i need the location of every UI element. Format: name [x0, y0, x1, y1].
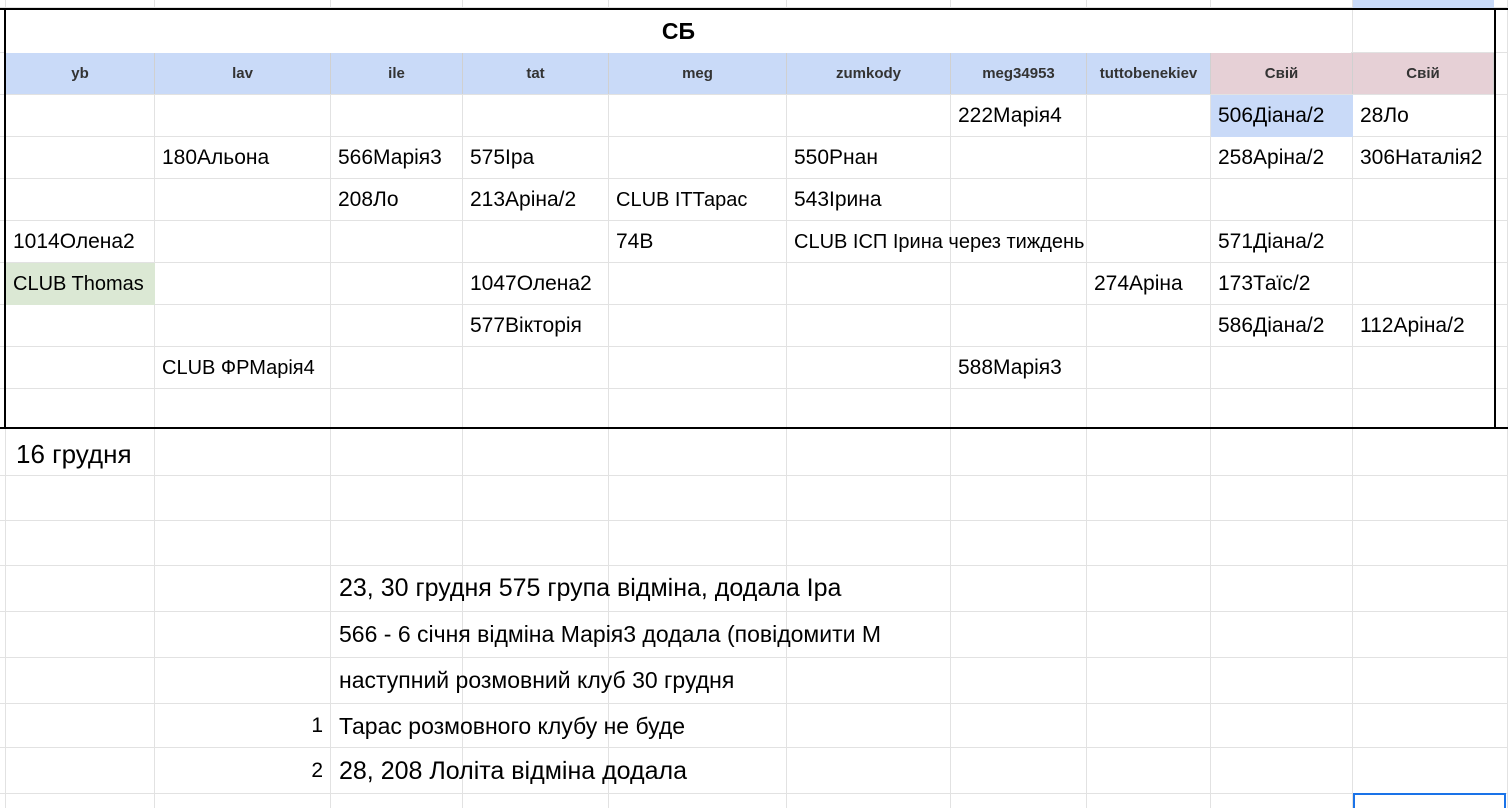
column-header[interactable]: meg34953	[951, 53, 1087, 94]
grid-cell[interactable]	[331, 347, 463, 389]
grid-cell[interactable]: 588Марія3	[958, 356, 1062, 379]
grid-cell[interactable]	[1353, 221, 1494, 263]
border-bottom	[0, 427, 1508, 429]
note-3[interactable]: наступний розмовний клуб 30 грудня	[339, 666, 735, 693]
border-left	[4, 8, 6, 429]
grid-cell[interactable]: 74В	[616, 230, 654, 253]
grid-cell[interactable]	[1211, 179, 1353, 221]
grid-cell[interactable]	[609, 347, 787, 389]
grid-cell[interactable]	[331, 263, 463, 305]
grid-cell[interactable]: 112Аріна/2	[1360, 314, 1465, 337]
column-header[interactable]: meg	[609, 53, 787, 94]
grid-cell[interactable]	[1087, 137, 1211, 179]
grid-cell[interactable]: CLUB ІСП Ірина через тиждень	[794, 230, 1085, 253]
grid-cell[interactable]: 571Діана/2	[1218, 230, 1325, 253]
column-header[interactable]: Свій	[1353, 53, 1494, 94]
grid-cell[interactable]	[1087, 221, 1211, 263]
grid-row-line	[0, 520, 1508, 521]
grid-cell[interactable]: 577Вікторія	[470, 314, 582, 337]
note-4[interactable]: Тарас розмовного клубу не буде	[339, 712, 686, 739]
grid-cell[interactable]	[951, 263, 1087, 305]
grid-cell[interactable]: 274Аріна	[1094, 272, 1183, 295]
grid-cell[interactable]	[6, 347, 155, 389]
grid-row-line	[0, 475, 1508, 476]
grid-cell[interactable]	[787, 263, 951, 305]
note-num-4[interactable]: 1	[311, 714, 323, 737]
grid-cell[interactable]	[609, 263, 787, 305]
grid-cell[interactable]: 1014Олена2	[13, 230, 135, 253]
grid-cell[interactable]	[155, 263, 331, 305]
active-cell-selection[interactable]	[1353, 793, 1506, 808]
grid-cell[interactable]: 586Діана/2	[1218, 314, 1325, 337]
column-header[interactable]: ile	[331, 53, 463, 94]
grid-cell[interactable]	[331, 305, 463, 347]
grid-cell[interactable]: 550Рнан	[794, 146, 878, 169]
grid-cell[interactable]	[1087, 179, 1211, 221]
grid-cell[interactable]	[6, 305, 155, 347]
grid-cell[interactable]	[463, 95, 609, 137]
border-right	[1494, 8, 1496, 429]
grid-cell[interactable]	[951, 305, 1087, 347]
grid-cell[interactable]: 575Іра	[470, 146, 535, 169]
grid-cell[interactable]	[463, 347, 609, 389]
grid-cell[interactable]	[155, 95, 331, 137]
border-top	[0, 8, 1508, 10]
grid-cell[interactable]	[6, 179, 155, 221]
grid-cell[interactable]	[155, 221, 331, 263]
note-num-3[interactable]	[156, 658, 331, 702]
grid-cell[interactable]: 180Альона	[162, 146, 270, 169]
column-header[interactable]: lav	[155, 53, 331, 94]
grid-cell[interactable]	[1211, 347, 1353, 389]
grid-cell[interactable]	[1353, 263, 1494, 305]
grid-cell[interactable]	[609, 95, 787, 137]
note-1[interactable]: 23, 30 грудня 575 група відміна, додала Іра	[339, 573, 842, 602]
column-header[interactable]: tat	[463, 53, 609, 94]
grid-cell[interactable]: 1047Олена2	[470, 272, 592, 295]
note-num-5[interactable]: 2	[311, 759, 323, 782]
grid-cell[interactable]	[951, 137, 1087, 179]
note-num-2[interactable]	[156, 612, 331, 656]
note-5[interactable]: 28, 208 Лоліта відміна додала	[339, 756, 688, 785]
grid-cell[interactable]	[155, 305, 331, 347]
column-header[interactable]: zumkody	[787, 53, 951, 94]
date-label[interactable]: 16 грудня	[16, 438, 132, 469]
grid-cell[interactable]	[787, 305, 951, 347]
column-header[interactable]: yb	[6, 53, 155, 94]
grid-cell[interactable]	[1087, 305, 1211, 347]
note-2[interactable]: 566 - 6 січня відміна Марія3 додала (повідомити М	[339, 620, 881, 647]
grid-cell[interactable]	[1087, 95, 1211, 137]
grid-cell[interactable]	[331, 221, 463, 263]
grid-cell[interactable]	[609, 305, 787, 347]
grid-cell[interactable]: CLUB ФРМарія4	[162, 356, 315, 379]
grid-cell[interactable]: CLUB ІТТарас	[616, 188, 748, 211]
grid-cell[interactable]	[463, 221, 609, 263]
grid-cell[interactable]: 208Ло	[338, 188, 399, 211]
grid-cell[interactable]: 213Аріна/2	[470, 188, 577, 211]
grid-cell[interactable]	[6, 95, 155, 137]
grid-cell[interactable]: 566Марія3	[338, 146, 442, 169]
note-num-1[interactable]	[156, 566, 331, 610]
grid-cell[interactable]: 28Ло	[1360, 104, 1409, 127]
top-right-highlight	[1353, 0, 1494, 8]
grid-cell[interactable]: 222Марія4	[958, 104, 1062, 127]
grid-cell[interactable]: 306Наталія2	[1360, 146, 1483, 169]
grid-cell[interactable]	[155, 179, 331, 221]
grid-cell[interactable]	[787, 95, 951, 137]
grid-cell[interactable]: CLUB Thomas	[6, 263, 155, 305]
column-header[interactable]: Свій	[1211, 53, 1353, 94]
grid-cell[interactable]	[609, 137, 787, 179]
grid-cell[interactable]	[951, 179, 1087, 221]
grid-cell[interactable]	[6, 137, 155, 179]
grid-cell[interactable]	[1087, 347, 1211, 389]
grid-cell[interactable]: 543Ірина	[794, 188, 882, 211]
grid-cell[interactable]: 258Аріна/2	[1218, 146, 1325, 169]
grid-cell[interactable]: 506Діана/2	[1211, 95, 1353, 137]
grid-cell[interactable]	[331, 95, 463, 137]
sheet-title[interactable]: СБ	[6, 10, 1351, 53]
grid-cell[interactable]	[1353, 347, 1494, 389]
grid-cell[interactable]	[1353, 179, 1494, 221]
column-header[interactable]: tuttobenekiev	[1087, 53, 1211, 94]
grid-cell[interactable]	[787, 347, 951, 389]
grid-cell[interactable]: 173Таїс/2	[1218, 272, 1311, 295]
